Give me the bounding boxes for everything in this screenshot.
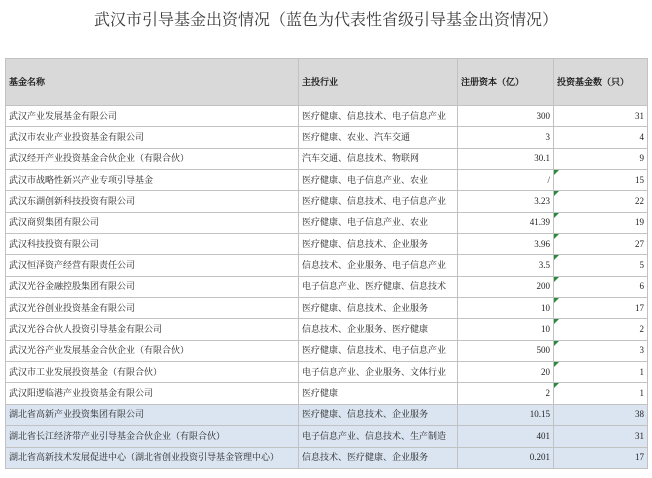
fund-count-cell xyxy=(554,127,648,148)
table-row xyxy=(6,148,648,169)
green-corner-marker-icon xyxy=(554,341,559,346)
capital-cell-text: 3 xyxy=(545,132,550,143)
capital-cell xyxy=(458,447,554,468)
fund-count-cell xyxy=(554,426,648,447)
green-corner-marker-icon xyxy=(554,255,559,260)
fund-name-cell xyxy=(6,298,299,319)
fund-name-cell-text: 武汉产业发展基金有限公司 xyxy=(9,110,118,121)
industries-cell xyxy=(299,319,458,340)
industries-cell-text: 医疗健康、信息技术、电子信息产业 xyxy=(302,345,447,356)
fund-count-cell xyxy=(554,362,648,383)
table-row xyxy=(6,191,648,212)
table-row xyxy=(6,106,648,127)
industries-cell xyxy=(299,383,458,404)
capital-cell-text: 10 xyxy=(541,302,550,313)
green-corner-marker-icon xyxy=(554,213,559,218)
industries-cell-text: 医疗健康、信息技术、电子信息产业 xyxy=(302,196,447,207)
capital-cell-text: 20 xyxy=(541,366,550,377)
fund-count-cell xyxy=(554,383,648,404)
fund-count-cell-text: 4 xyxy=(639,132,644,143)
green-corner-marker-icon xyxy=(554,298,559,303)
industries-cell-text: 医疗健康、农业、汽车交通 xyxy=(302,132,411,143)
table-row xyxy=(6,404,648,425)
industries-cell xyxy=(299,447,458,468)
capital-cell xyxy=(458,276,554,297)
capital-cell xyxy=(458,191,554,212)
fund-name-cell xyxy=(6,234,299,255)
industries-cell-text: 信息技术、企业服务、医疗健康 xyxy=(302,324,429,335)
fund-count-cell-text: 19 xyxy=(635,217,644,228)
fund-count-cell xyxy=(554,212,648,233)
capital-cell xyxy=(458,383,554,404)
industries-cell xyxy=(299,212,458,233)
fund-name-cell xyxy=(6,447,299,468)
capital-cell-text: 3.96 xyxy=(534,238,550,249)
industries-cell xyxy=(299,106,458,127)
green-corner-marker-icon xyxy=(554,362,559,367)
green-corner-marker-icon xyxy=(554,277,559,282)
capital-cell xyxy=(458,212,554,233)
green-corner-marker-icon xyxy=(554,170,559,175)
industries-cell-text: 医疗健康 xyxy=(302,388,339,399)
fund-count-cell-text: 38 xyxy=(635,409,644,420)
fund-name-cell xyxy=(6,127,299,148)
table-row xyxy=(6,298,648,319)
fund-name-cell-text: 湖北省高新技术发展促进中心（湖北省创业投资引导基金管理中心） xyxy=(9,452,280,463)
capital-cell-text: 10 xyxy=(541,324,550,335)
fund-count-cell-text: 17 xyxy=(635,452,644,463)
capital-cell xyxy=(458,340,554,361)
industries-cell-text: 医疗健康、信息技术、企业服务 xyxy=(302,302,429,313)
fund-count-cell-text: 1 xyxy=(639,366,644,377)
header-cell-fund-count: 投资基金数（只） xyxy=(554,59,648,106)
fund-name-cell-text: 武汉光谷产业发展基金合伙企业（有限合伙） xyxy=(9,345,190,356)
industries-cell xyxy=(299,191,458,212)
fund-name-cell-text: 武汉市工业发展投资基金（有限合伙） xyxy=(9,366,163,377)
industries-cell-text: 信息技术、企业服务、电子信息产业 xyxy=(302,260,447,271)
industries-cell-text: 医疗健康、信息技术、企业服务 xyxy=(302,238,429,249)
industries-cell-text: 医疗健康、信息技术、企业服务 xyxy=(302,409,429,420)
header-cell-capital: 注册资本（亿） xyxy=(458,59,554,106)
fund-name-cell xyxy=(6,255,299,276)
table-row xyxy=(6,255,648,276)
industries-cell xyxy=(299,127,458,148)
fund-count-cell xyxy=(554,191,648,212)
capital-cell-text: 0.201 xyxy=(529,452,550,463)
table-header-row xyxy=(6,59,648,106)
fund-name-cell-text: 武汉阳逻临港产业投资基金有限公司 xyxy=(9,388,154,399)
fund-name-cell-text: 武汉市战略性新兴产业专项引导基金 xyxy=(9,174,154,185)
table-row xyxy=(6,212,648,233)
fund-name-cell xyxy=(6,191,299,212)
fund-count-cell xyxy=(554,234,648,255)
fund-count-cell-text: 22 xyxy=(635,196,644,207)
industries-cell xyxy=(299,234,458,255)
capital-cell-text: / xyxy=(547,174,550,185)
industries-cell xyxy=(299,148,458,169)
industries-cell-text: 汽车交通、信息技术、物联网 xyxy=(302,153,420,164)
fund-count-cell xyxy=(554,319,648,340)
capital-cell-text: 10.15 xyxy=(529,409,550,420)
capital-cell-text: 30.1 xyxy=(534,153,550,164)
fund-name-cell-text: 武汉光谷金融控股集团有限公司 xyxy=(9,281,136,292)
capital-cell-text: 500 xyxy=(536,345,550,356)
fund-count-cell-text: 27 xyxy=(635,238,644,249)
header-cell-industries: 主投行业 xyxy=(299,59,458,106)
capital-cell xyxy=(458,362,554,383)
fund-count-cell xyxy=(554,447,648,468)
fund-count-cell-text: 6 xyxy=(639,281,644,292)
fund-name-cell-text: 武汉恒泽资产经营有限责任公司 xyxy=(9,260,136,271)
fund-table xyxy=(5,58,648,469)
table-row xyxy=(6,319,648,340)
fund-name-cell xyxy=(6,340,299,361)
capital-cell-text: 41.39 xyxy=(529,217,550,228)
capital-cell-text: 3.23 xyxy=(534,196,550,207)
table-row xyxy=(6,340,648,361)
fund-name-cell xyxy=(6,404,299,425)
fund-count-cell-text: 17 xyxy=(635,302,644,313)
fund-count-cell-text: 1 xyxy=(639,388,644,399)
fund-name-cell-text: 武汉经开产业投资基金合伙企业（有限合伙） xyxy=(9,153,190,164)
fund-count-cell-text: 31 xyxy=(635,430,644,441)
industries-cell-text: 医疗健康、信息技术、电子信息产业 xyxy=(302,110,447,121)
fund-name-cell-text: 武汉光谷合伙人投资引导基金有限公司 xyxy=(9,324,163,335)
industries-cell xyxy=(299,426,458,447)
industries-cell xyxy=(299,298,458,319)
fund-count-cell xyxy=(554,340,648,361)
green-corner-marker-icon xyxy=(554,191,559,196)
fund-count-cell-text: 9 xyxy=(639,153,644,164)
fund-name-cell-text: 湖北省长江经济带产业引导基金合伙企业（有限合伙） xyxy=(9,430,226,441)
industries-cell-text: 信息技术、医疗健康、企业服务 xyxy=(302,452,429,463)
capital-cell xyxy=(458,170,554,191)
capital-cell xyxy=(458,319,554,340)
fund-name-cell xyxy=(6,212,299,233)
fund-count-cell xyxy=(554,298,648,319)
industries-cell xyxy=(299,362,458,383)
fund-name-cell xyxy=(6,319,299,340)
capital-cell xyxy=(458,148,554,169)
green-corner-marker-icon xyxy=(554,319,559,324)
fund-name-cell-text: 武汉市农业产业投资基金有限公司 xyxy=(9,132,145,143)
fund-count-cell xyxy=(554,170,648,191)
industries-cell xyxy=(299,340,458,361)
industries-cell-text: 医疗健康、电子信息产业、农业 xyxy=(302,217,429,228)
fund-name-cell-text: 武汉东湖创新科技投资有限公司 xyxy=(9,196,136,207)
fund-name-cell xyxy=(6,362,299,383)
fund-count-cell xyxy=(554,276,648,297)
fund-name-cell-text: 武汉科技投资有限公司 xyxy=(9,238,100,249)
fund-name-cell xyxy=(6,383,299,404)
capital-cell-text: 3.5 xyxy=(538,260,550,271)
capital-cell-text: 300 xyxy=(536,110,550,121)
industries-cell-text: 医疗健康、电子信息产业、农业 xyxy=(302,174,429,185)
fund-count-cell-text: 15 xyxy=(635,174,644,185)
capital-cell xyxy=(458,127,554,148)
fund-table-body xyxy=(6,106,648,469)
capital-cell-text: 2 xyxy=(545,388,550,399)
table-row xyxy=(6,234,648,255)
industries-cell xyxy=(299,276,458,297)
capital-cell xyxy=(458,298,554,319)
fund-name-cell-text: 湖北省高新产业投资集团有限公司 xyxy=(9,409,145,420)
green-corner-marker-icon xyxy=(554,234,559,239)
industries-cell-text: 电子信息产业、企业服务、文体行业 xyxy=(302,366,447,377)
header-cell-fund-name: 基金名称 xyxy=(6,59,299,106)
capital-cell xyxy=(458,106,554,127)
green-corner-marker-icon xyxy=(554,383,559,388)
table-row xyxy=(6,447,648,468)
fund-name-cell xyxy=(6,148,299,169)
capital-cell-text: 401 xyxy=(536,430,550,441)
capital-cell-text: 200 xyxy=(536,281,550,292)
fund-name-cell-text: 武汉光谷创业投资基金有限公司 xyxy=(9,302,136,313)
table-row xyxy=(6,362,648,383)
fund-count-cell xyxy=(554,404,648,425)
fund-name-cell xyxy=(6,170,299,191)
table-row xyxy=(6,383,648,404)
fund-count-cell xyxy=(554,255,648,276)
table-row xyxy=(6,170,648,191)
fund-name-cell xyxy=(6,276,299,297)
industries-cell xyxy=(299,255,458,276)
industries-cell xyxy=(299,170,458,191)
fund-count-cell-text: 5 xyxy=(639,260,644,271)
table-row xyxy=(6,276,648,297)
table-row xyxy=(6,127,648,148)
fund-name-cell-text: 武汉商贸集团有限公司 xyxy=(9,217,100,228)
fund-count-cell xyxy=(554,148,648,169)
industries-cell xyxy=(299,404,458,425)
capital-cell xyxy=(458,255,554,276)
fund-name-cell xyxy=(6,426,299,447)
industries-cell-text: 电子信息产业、信息技术、生产制造 xyxy=(302,430,447,441)
fund-name-cell xyxy=(6,106,299,127)
capital-cell xyxy=(458,404,554,425)
page-title: 武汉市引导基金出资情况（蓝色为代表性省级引导基金出资情况） xyxy=(93,10,558,29)
capital-cell xyxy=(458,234,554,255)
table-row xyxy=(6,426,648,447)
fund-count-cell-text: 3 xyxy=(639,345,644,356)
industries-cell-text: 电子信息产业、医疗健康、信息技术 xyxy=(302,281,447,292)
fund-count-cell xyxy=(554,106,648,127)
fund-count-cell-text: 31 xyxy=(635,110,644,121)
fund-count-cell-text: 2 xyxy=(639,324,644,335)
capital-cell xyxy=(458,426,554,447)
